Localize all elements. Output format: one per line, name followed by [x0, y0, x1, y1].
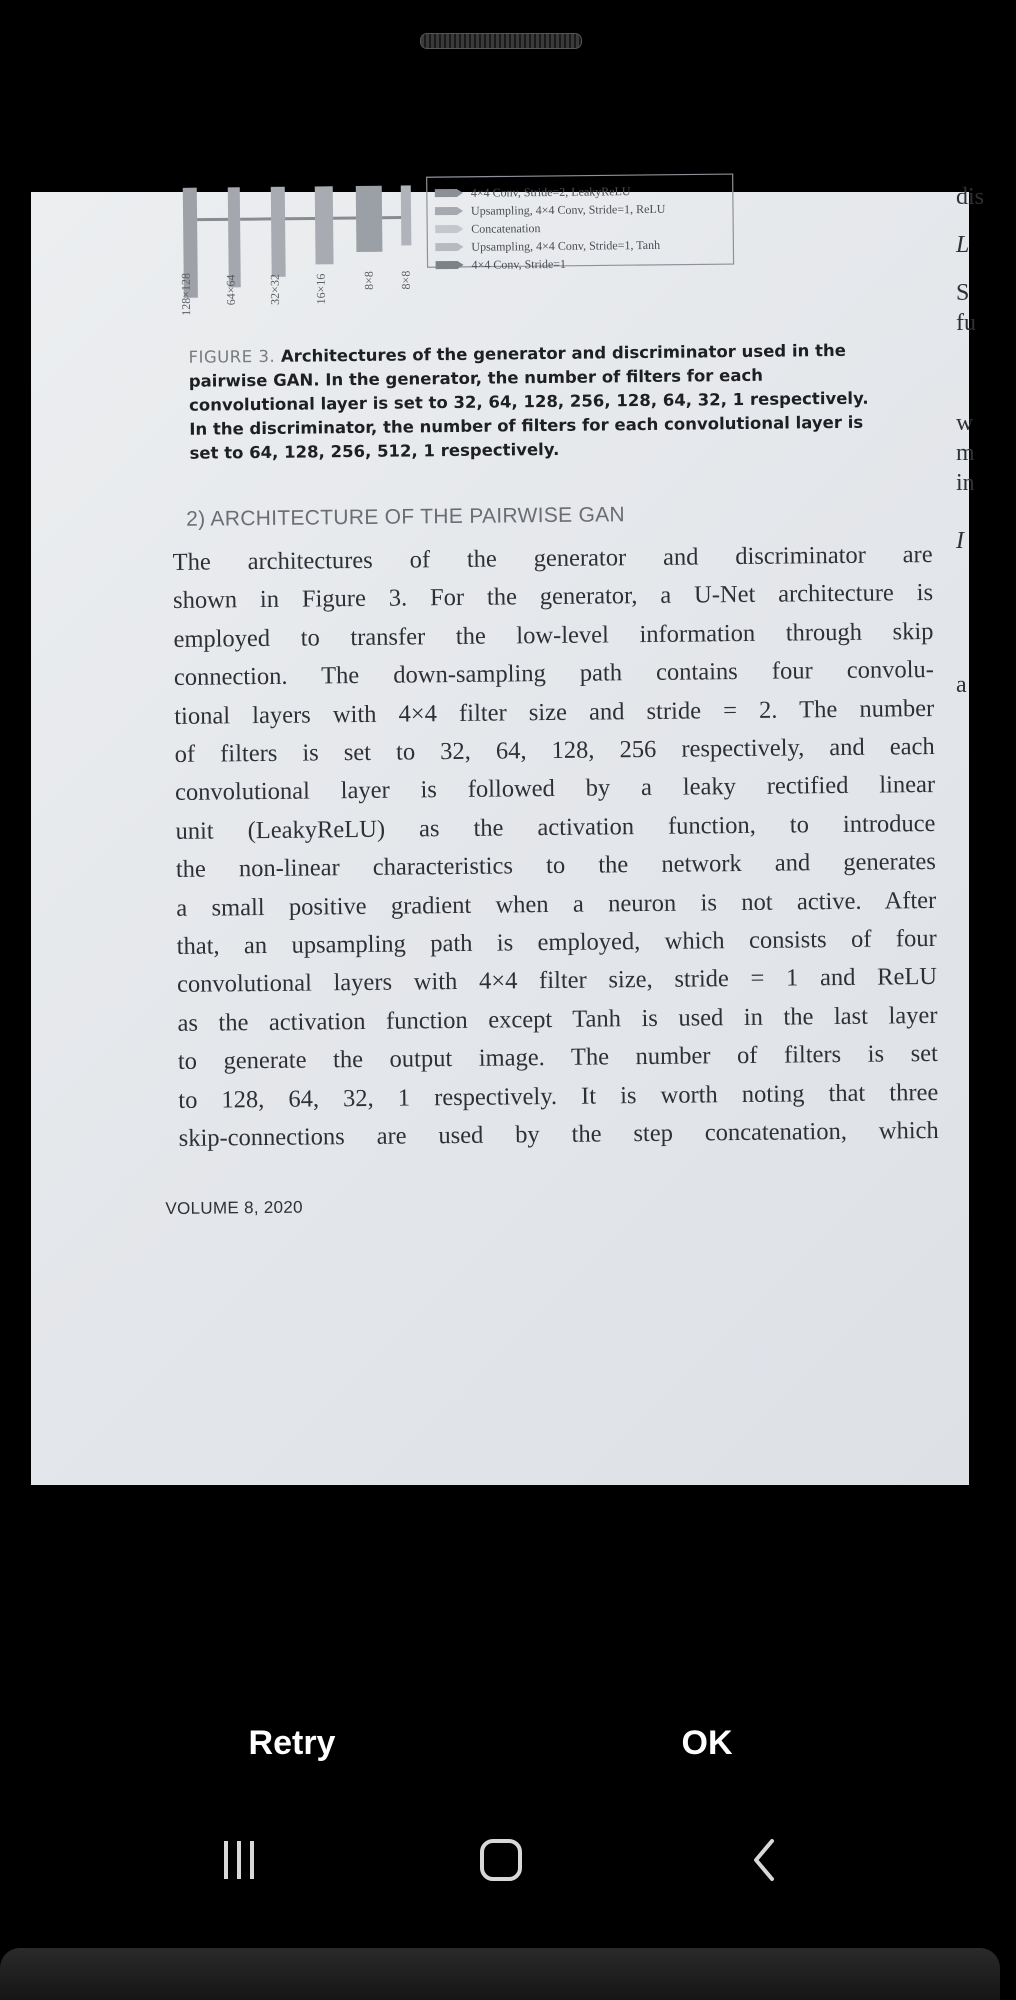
- body-line: the non-linear characteristics to the network and generates: [175, 848, 936, 884]
- back-button[interactable]: [720, 1820, 810, 1900]
- figure-caption: [188, 338, 919, 466]
- figure-label: FIGURE 3.: [188, 346, 276, 367]
- ok-button[interactable]: OK: [617, 1715, 797, 1771]
- body-line: of filters is set to 32, 64, 128, 256 respectively, and each: [174, 733, 935, 768]
- dimension-label: 8×8: [361, 271, 376, 290]
- right-column-fragments: [956, 184, 1016, 1092]
- body-line: convolutional layer is followed by a leaky rectified linear: [174, 771, 936, 807]
- layer-block: [228, 187, 241, 287]
- recents-button[interactable]: [194, 1820, 284, 1900]
- legend-item: Upsampling, 4×4 Conv, Stride=1, ReLU: [470, 201, 666, 218]
- dimension-label: 32×32: [267, 274, 282, 305]
- speaker-grille: [420, 33, 582, 49]
- text-fragment: in: [956, 470, 975, 496]
- body-line: shown in Figure 3. For the generator, a U-Net architecture is: [172, 579, 934, 615]
- body-line: a small positive gradient when a neuron is not active. After: [176, 886, 937, 922]
- body-line: unit (LeakyReLU) as the activation function, to introduce: [175, 809, 936, 845]
- layer-block: [356, 186, 383, 252]
- text-fragment: S: [956, 280, 970, 306]
- text-fragment: L: [956, 232, 970, 258]
- caption-line: convolutional layer is set to 32, 64, 128, 256, 128, 64, 32, 1 respectively.: [188, 388, 869, 415]
- text-fragment: m: [956, 440, 975, 466]
- architecture-diagram: [135, 180, 896, 318]
- body-line: connection. The down-sampling path contains four convolu-: [173, 656, 934, 692]
- body-line: as the activation function except Tanh is used in the last layer: [177, 1001, 938, 1037]
- body-paragraph: [172, 536, 938, 1158]
- legend-item: Upsampling, 4×4 Conv, Stride=1, Tanh: [471, 237, 661, 254]
- section-heading: 2) ARCHITECTURE OF THE PAIRWISE GAN: [186, 503, 626, 531]
- dimension-label: 8×8: [398, 270, 413, 290]
- navigation-bar: [0, 1820, 1000, 1900]
- body-line: tional layers with 4×4 filter size and stride = 2. The number: [174, 694, 935, 730]
- body-line: employed to transfer the low-level information through skip: [173, 617, 934, 653]
- document-page: [135, 184, 970, 1377]
- text-fragment: I: [956, 528, 964, 554]
- layer-block: [401, 185, 412, 245]
- text-fragment: dis: [956, 184, 985, 210]
- home-button[interactable]: [456, 1820, 546, 1900]
- legend-item: Concatenation: [471, 221, 541, 236]
- page-footer: VOLUME 8, 2020: [165, 1197, 303, 1219]
- text-fragment: a: [956, 672, 967, 698]
- dimension-label: 64×64: [223, 274, 238, 306]
- body-line: to generate the output image. The number of filters is set: [177, 1040, 939, 1076]
- caption-line: set to 64, 128, 256, 512, 1 respectively.: [189, 439, 560, 463]
- body-line: skip-connections are used by the step concatenation, which: [178, 1117, 939, 1153]
- text-fragment: w: [956, 410, 974, 436]
- dimension-label: 128×128: [178, 272, 194, 316]
- dimension-label: 16×16: [313, 273, 328, 305]
- legend-item: 4×4 Conv, Stride=2, LeakyReLU: [470, 184, 631, 200]
- back-icon: [750, 1838, 780, 1882]
- legend-swatches: [435, 189, 464, 269]
- text-fragment: fu: [956, 310, 976, 336]
- caption-line: Architectures of the generator and discriminator used in the: [280, 340, 847, 366]
- device-bottom-edge: [0, 1948, 1000, 2000]
- body-line: convolutional layers with 4×4 filter size, stride = 1 and ReLU: [176, 963, 938, 999]
- captured-photo-preview: [31, 184, 985, 1485]
- body-line: The architectures of the generator and discriminator are: [172, 540, 933, 576]
- retry-button[interactable]: Retry: [202, 1715, 382, 1771]
- layer-block: [271, 187, 286, 277]
- layer-block: [315, 186, 334, 264]
- home-icon: [479, 1838, 523, 1882]
- body-line: that, an upsampling path is employed, which consists of four: [176, 925, 937, 960]
- caption-line: pairwise GAN. In the generator, the number of filters for each: [188, 365, 764, 391]
- recents-icon: [219, 1840, 259, 1880]
- caption-line: In the discriminator, the number of filters for each convolutional layer is: [189, 412, 864, 439]
- body-line: to 128, 64, 32, 1 respectively. It is worth noting that three: [178, 1078, 939, 1114]
- legend-item: 4×4 Conv, Stride=1: [471, 256, 567, 272]
